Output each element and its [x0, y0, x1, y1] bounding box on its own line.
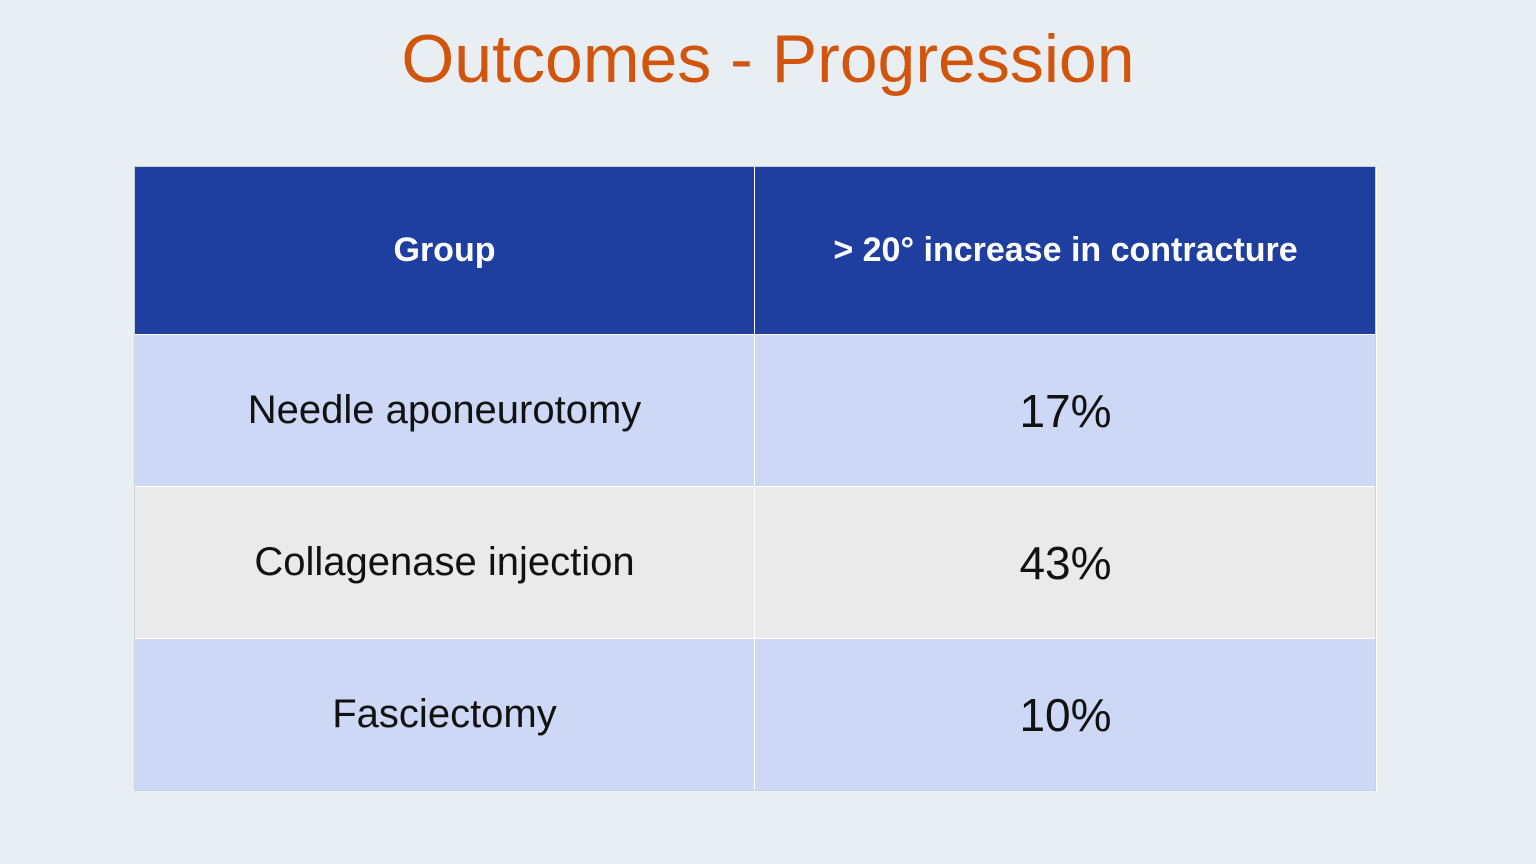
table-body [135, 335, 1377, 791]
page-title: Outcomes - Progression [401, 21, 1135, 97]
cell-value: 43% [755, 487, 1377, 639]
table-header [135, 167, 1377, 335]
table-header-row [135, 167, 1377, 335]
column-header-metric: > 20° increase in contracture [755, 167, 1377, 335]
table-row [135, 335, 1377, 487]
cell-group: Needle aponeurotomy [135, 335, 755, 487]
table-row [135, 487, 1377, 639]
cell-group: Collagenase injection [135, 487, 755, 639]
cell-value: 10% [755, 639, 1377, 791]
outcomes-table-container [134, 166, 1376, 791]
table-row [135, 639, 1377, 791]
cell-value: 17% [755, 335, 1377, 487]
outcomes-table [134, 166, 1377, 791]
cell-group: Fasciectomy [135, 639, 755, 791]
column-header-group: Group [135, 167, 755, 335]
